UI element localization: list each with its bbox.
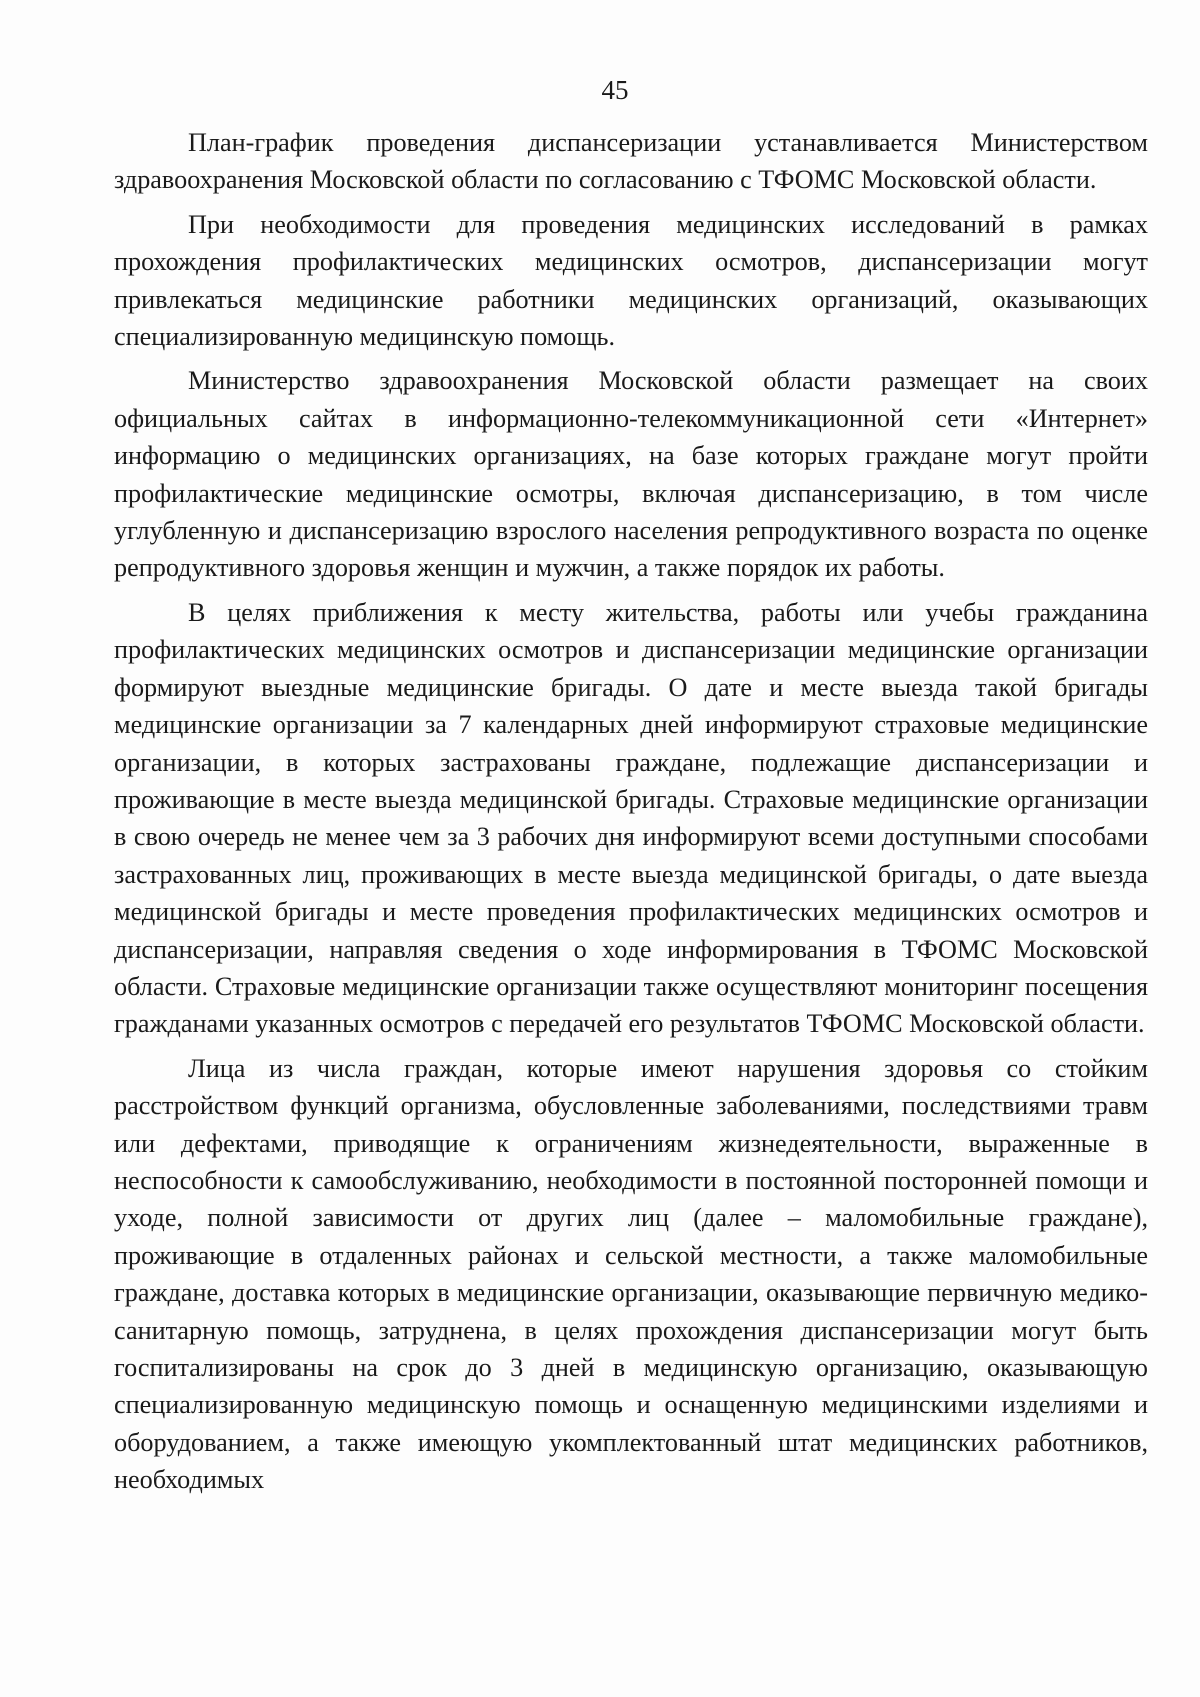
page-number: 45: [601, 75, 629, 105]
paragraph-medical-workers: При необходимости для проведения медицинских исследований в рамках прохождения профилактических медицинских осмотров, диспансеризации могут привлекаться медицинские работники медицинских организаций, оказывающих специализированную медицинскую помощь.: [114, 209, 1148, 352]
document-body: [114, 124, 1148, 1506]
paragraph-mobile-teams: В целях приближения к месту жительства, работы или учебы гражданина профилактических медицинских осмотров и диспансеризации медицинские организации формируют выездные медицинские бригады. О дате и месте выезда такой бригады медицинские организации за 7 календарных дней информируют страховые медицинские организации, в которых застрахованы граждане, подлежащие диспансеризации и проживающие в месте выезда медицинской бригады. Страховые медицинские организации в свою очередь не менее чем за 3 рабочих дня информируют всеми доступными способами застрахованных лиц, проживающих в месте выезда медицинской бригады, о дате выезда медицинской бригады и месте проведения профилактических медицинских осмотров и диспансеризации, направляя сведения о ходе информирования в ТФОМС Московской области. Страховые медицинские организации также осуществляют мониторинг посещения гражданами указанных осмотров с передачей его результатов ТФОМС Московской области.: [114, 597, 1148, 1039]
paragraph-ministry-websites: Министерство здравоохранения Московской области размещает на своих официальных сайтах в информационно-телекоммуникационной сети «Интернет» информацию о медицинских организациях, на базе которых граждане могут пройти профилактические медицинские осмотры, включая диспансеризацию, в том числе углубленную и диспансеризацию взрослого населения репродуктивного возраста по оценке репродуктивного здоровья женщин и мужчин, а также порядок их работы.: [114, 366, 1148, 583]
paragraph-schedule: План-график проведения диспансеризации устанавливается Министерством здравоохранения Московской области по согласованию с ТФОМС Московской области.: [114, 128, 1148, 195]
paragraph-low-mobility-citizens: Лица из числа граждан, которые имеют нарушения здоровья со стойким расстройством функций организма, обусловленные заболеваниями, последствиями травм или дефектами, приводящие к ограничениям жизнедеятельности, выраженные в неспособности к самообслуживанию, необходимости в постоянной посторонней помощи и уходе, полной зависимости от других лиц (далее – маломобильные граждане), проживающие в отдаленных районах и сельской местности, а также маломобильные граждане, доставка которых в медицинские организации, оказывающие первичную медико-санитарную помощь, затруднена, в целях прохождения диспансеризации могут быть госпитализированы на срок до 3 дней в медицинскую организацию, оказывающую специализированную медицинскую помощь и оснащенную медицинскими изделиями и оборудованием, а также имеющую укомплектованный штат медицинских работников, необходимых: [114, 1053, 1148, 1495]
